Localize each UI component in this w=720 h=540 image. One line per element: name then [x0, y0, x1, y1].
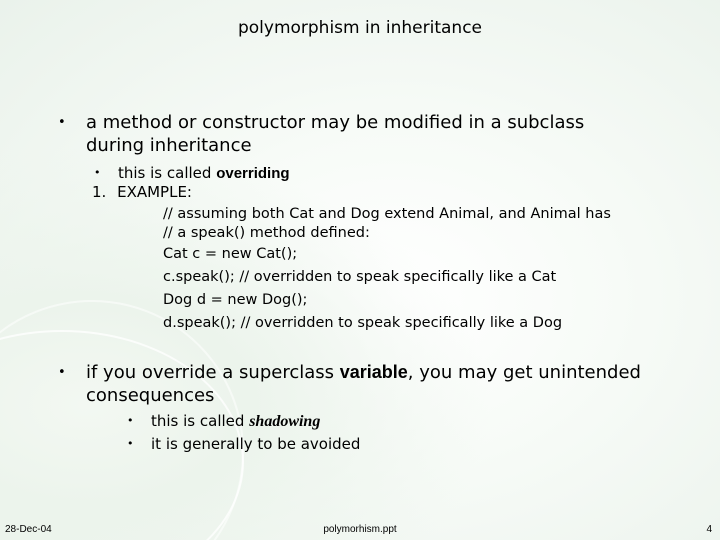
- bullet-2-emphasis: variable: [339, 362, 408, 382]
- code-line: // a speak() method defined:: [163, 225, 370, 241]
- footer-filename: polymorhism.ppt: [323, 524, 397, 535]
- bullet-2: [58, 361, 646, 407]
- sub-bullet-prefix: it is generally to be avoided: [151, 435, 361, 453]
- code-line: c.speak(); // overridden to speak specifically like a Cat: [163, 269, 557, 285]
- item-number: 1.: [92, 183, 107, 201]
- bullet-2-sub: [127, 411, 321, 432]
- code-line: Dog d = new Dog();: [163, 292, 308, 308]
- sub-bullet-emphasis: overriding: [216, 165, 290, 182]
- code-line: Cat c = new Cat();: [163, 246, 298, 262]
- footer-date: 28-Dec-04: [5, 524, 52, 535]
- sub-bullet-prefix: this is called: [118, 164, 217, 182]
- bullet-2-text-before: if you override a superclass: [86, 362, 340, 383]
- bullet-icon: •: [127, 437, 134, 450]
- bullet-icon: •: [127, 414, 134, 427]
- bullet-2-sub: [127, 434, 361, 454]
- bullet-icon: •: [58, 115, 66, 130]
- bullet-1: [58, 111, 646, 157]
- bullet-2-text-after: , you may get unintended consequences: [86, 362, 641, 406]
- bullet-icon: •: [58, 365, 66, 380]
- bullet-1-text: a method or constructor may be modified in a subclass during inheritance: [86, 112, 585, 156]
- item-label: EXAMPLE:: [117, 183, 192, 201]
- slide-title: polymorphism in inheritance: [237, 18, 483, 38]
- code-example: [163, 205, 611, 335]
- sub-bullet-prefix: this is called: [151, 412, 250, 430]
- bullet-icon: •: [94, 166, 101, 179]
- bullet-1-sub: [94, 163, 290, 184]
- numbered-item: [92, 182, 192, 202]
- sub-bullet-emphasis: shadowing: [249, 413, 321, 430]
- code-line: d.speak(); // overridden to speak specifically like a Dog: [163, 315, 563, 331]
- footer-page-number: 4: [706, 524, 712, 535]
- code-line: // assuming both Cat and Dog extend Animal, and Animal has: [163, 206, 611, 222]
